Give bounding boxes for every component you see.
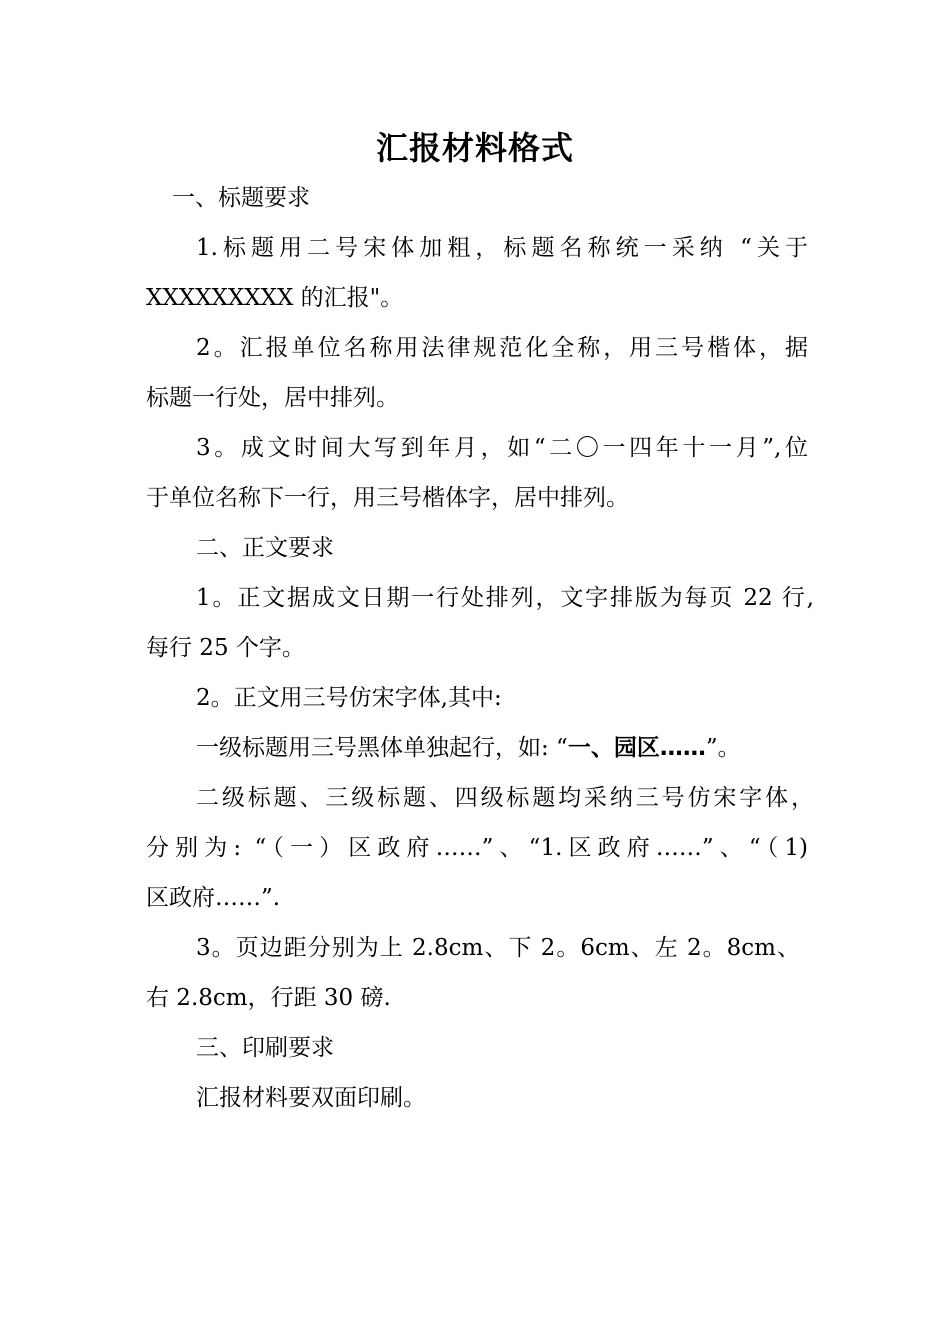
paragraph-line: 汇报材料要双面印刷。 [196, 1085, 426, 1111]
paragraph-line [196, 783, 814, 813]
paragraph-line: 区政府……”. [146, 885, 281, 911]
paragraph-line: XXXXXXXXX 的汇报"。 [146, 285, 404, 311]
paragraph-line: 每行 25 个字。 [146, 635, 305, 661]
paragraph-text: 2。汇报单位名称用法律规范化全称，用三号楷体，据 [196, 335, 808, 361]
paragraph-line: 标题一行处，居中排列。 [146, 385, 399, 411]
paragraph-line [196, 583, 814, 613]
document-title: 汇报材料格式 [375, 129, 574, 167]
paragraph-line: 右 2.8cm，行距 30 磅. [146, 985, 391, 1011]
paragraph-text: 3。页边距分别为上 2.8cm、下 2。6cm、左 2。8cm、 [196, 935, 800, 961]
paragraph-text: 1.标题用二号宋体加粗，标题名称统一采纳 “关于 [196, 235, 808, 261]
section-heading-printing-requirements: 三、印刷要求 [196, 1035, 334, 1061]
paragraph-line: 2。正文用三号仿宋字体,其中: [196, 685, 502, 711]
paragraph-line [146, 833, 808, 863]
section-heading-title-requirements: 一、标题要求 [172, 185, 310, 211]
paragraph-line [196, 333, 808, 363]
paragraph-text: 分别为: “（一）区政府……”、“1.区政府……”、“（1) [146, 835, 808, 861]
paragraph-text: 一级标题用三号黑体单独起行，如: “ [196, 735, 568, 761]
paragraph-text: 二级标题、三级标题、四级标题均采纳三号仿宋字体， [196, 785, 814, 811]
bold-example-text: 一、园区…… [567, 735, 706, 761]
paragraph-line [196, 233, 808, 263]
paragraph-line [196, 433, 808, 463]
section-heading-body-requirements: 二、正文要求 [196, 535, 334, 561]
paragraph-text: 1。正文据成文日期一行处排列，文字排版为每页 22 行, [196, 585, 814, 611]
paragraph-line [196, 733, 741, 763]
paragraph-line [196, 933, 800, 963]
paragraph-text: 3。成文时间大写到年月，如“二〇一四年十一月”,位 [196, 435, 808, 461]
paragraph-line: 于单位名称下一行，用三号楷体字，居中排列。 [146, 485, 629, 511]
paragraph-text: ”。 [705, 735, 741, 761]
